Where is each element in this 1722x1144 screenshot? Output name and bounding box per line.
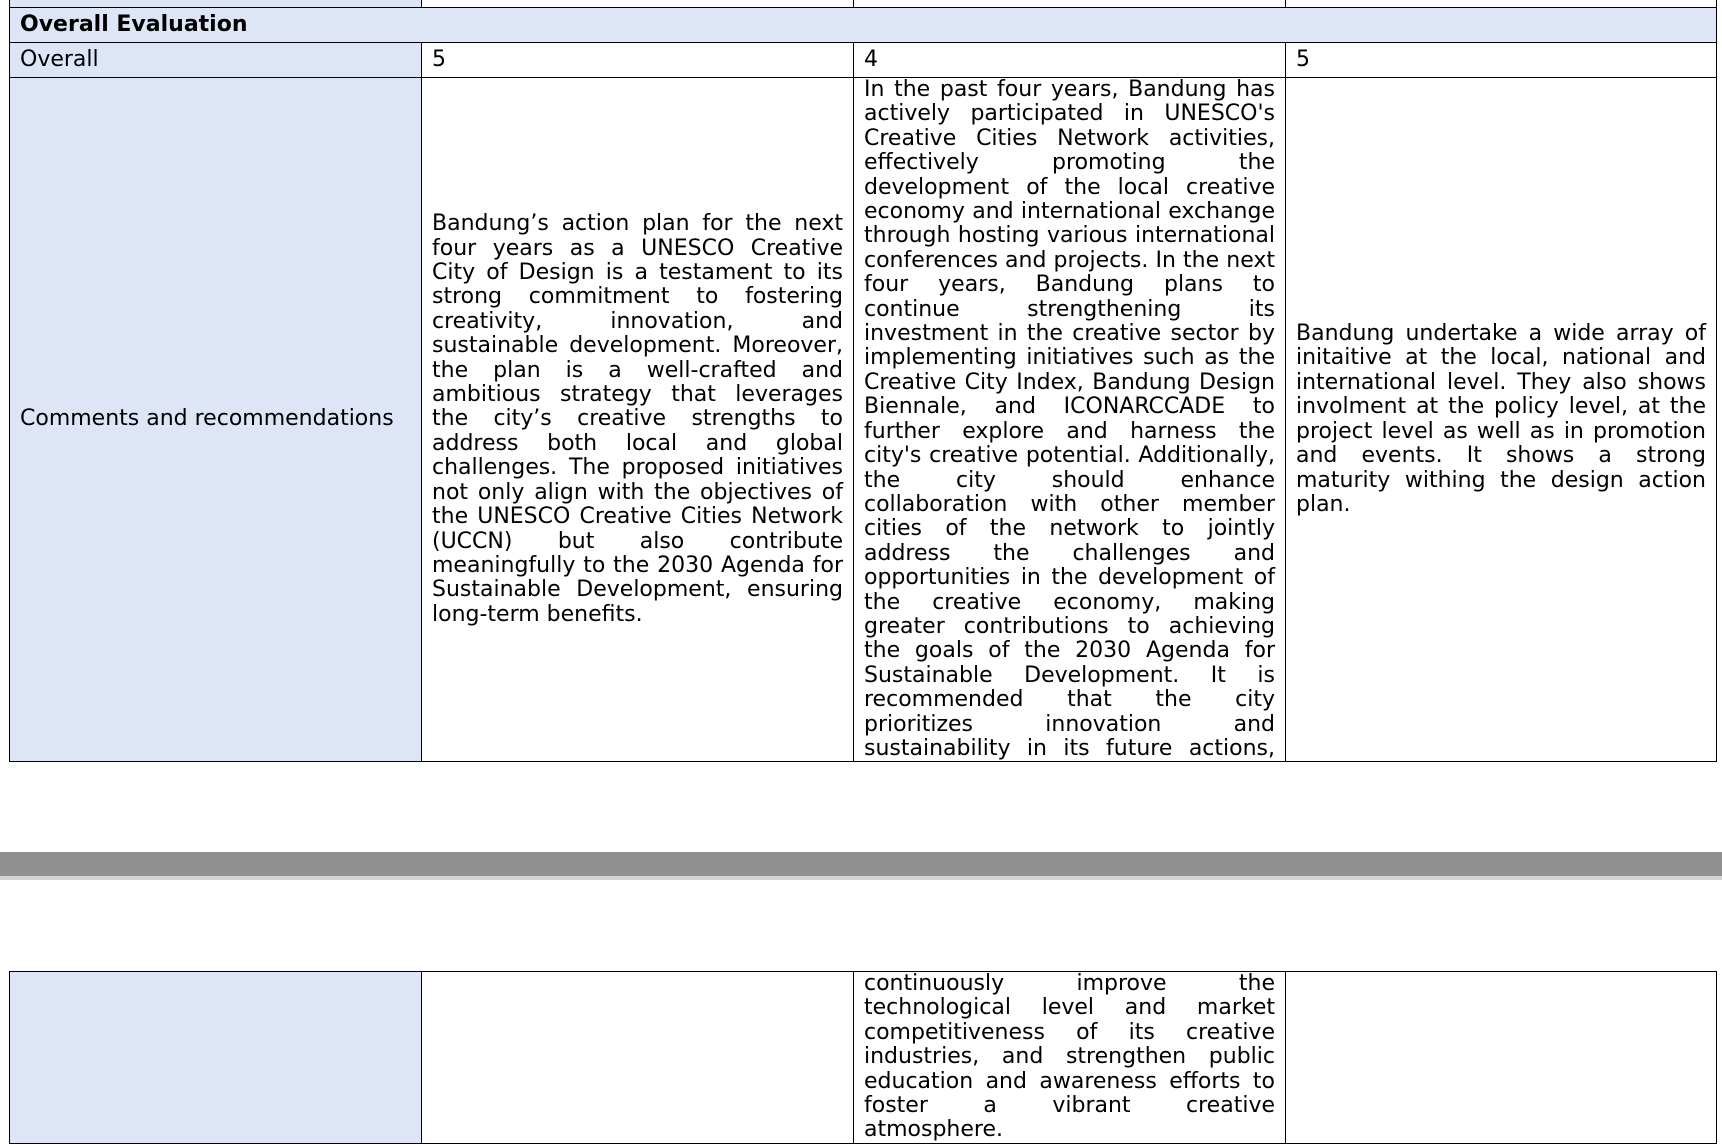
evaluation-table xyxy=(9,0,1717,762)
previous-row-cell xyxy=(854,0,1286,8)
overall-score-reviewer-3: 5 xyxy=(1286,43,1717,78)
section-title: Overall Evaluation xyxy=(10,8,1717,43)
comment-reviewer-1: Bandung’s action plan for the next four years as a UNESCO Creative City of Design is a testament to its strong commitment to fostering creativity, innovation, and sustainable development. Moreover, the plan is a well-crafted and ambitious strategy that leverages the city’s creative strengths to address both local and global challenges. The proposed initiatives not only align with the objectives of the UNESCO Creative Cities Network (UCCN) but also contribute meaningfully to the 2030 Agenda for Sustainable Development, ensuring long-term benefits. xyxy=(422,78,854,762)
previous-row-cell xyxy=(1286,0,1717,8)
previous-row-label-cell xyxy=(10,0,422,8)
overall-score-reviewer-1: 5 xyxy=(422,43,854,78)
comment-reviewer-2-part-2: continuously improve the technological level and market competitiveness of its creative industries, and strengthen public education and awareness efforts to foster a vibrant creative atmosphere. xyxy=(854,972,1286,1144)
overall-label: Overall xyxy=(10,43,422,78)
evaluation-table-continued xyxy=(9,971,1717,1144)
page-break-separator xyxy=(0,852,1722,880)
section-header-row xyxy=(10,8,1717,43)
overall-row xyxy=(10,43,1717,78)
comment-reviewer-1-continued xyxy=(422,972,854,1144)
comments-label: Comments and recommendations xyxy=(10,78,422,762)
table-row-previous xyxy=(10,0,1717,8)
comments-row xyxy=(10,78,1717,762)
comments-label-continued xyxy=(10,972,422,1144)
overall-score-reviewer-2: 4 xyxy=(854,43,1286,78)
comment-reviewer-3-continued xyxy=(1286,972,1717,1144)
comment-reviewer-3: Bandung undertake a wide array of initaitive at the local, national and international level. They also shows involment at the policy level, at the project level as well as in promotion and events. It shows a strong maturity withing the design action plan. xyxy=(1286,78,1717,762)
comments-row-continued xyxy=(10,972,1717,1144)
previous-row-cell xyxy=(422,0,854,8)
comment-reviewer-2-part-1: In the past four years, Bandung has actively participated in UNESCO's Creative Cities Network activities, effectively promoting the development of the local creative economy and international exchange through hosting various international conferences and projects. In the next four years, Bandung plans to continue strengthening its investment in the creative sector by implementing initiatives such as the Creative City Index, Bandung Design Biennale, and ICONARCCADE to further explore and harness the city's creative potential. Additionally, the city should enhance collaboration with other member cities of the network to jointly address the challenges and opportunities in the development of the creative economy, making greater contributions to achieving the goals of the 2030 Agenda for Sustainable Development. It is recommended that the city prioritizes innovation and sustainability in its future actions, xyxy=(854,78,1286,762)
